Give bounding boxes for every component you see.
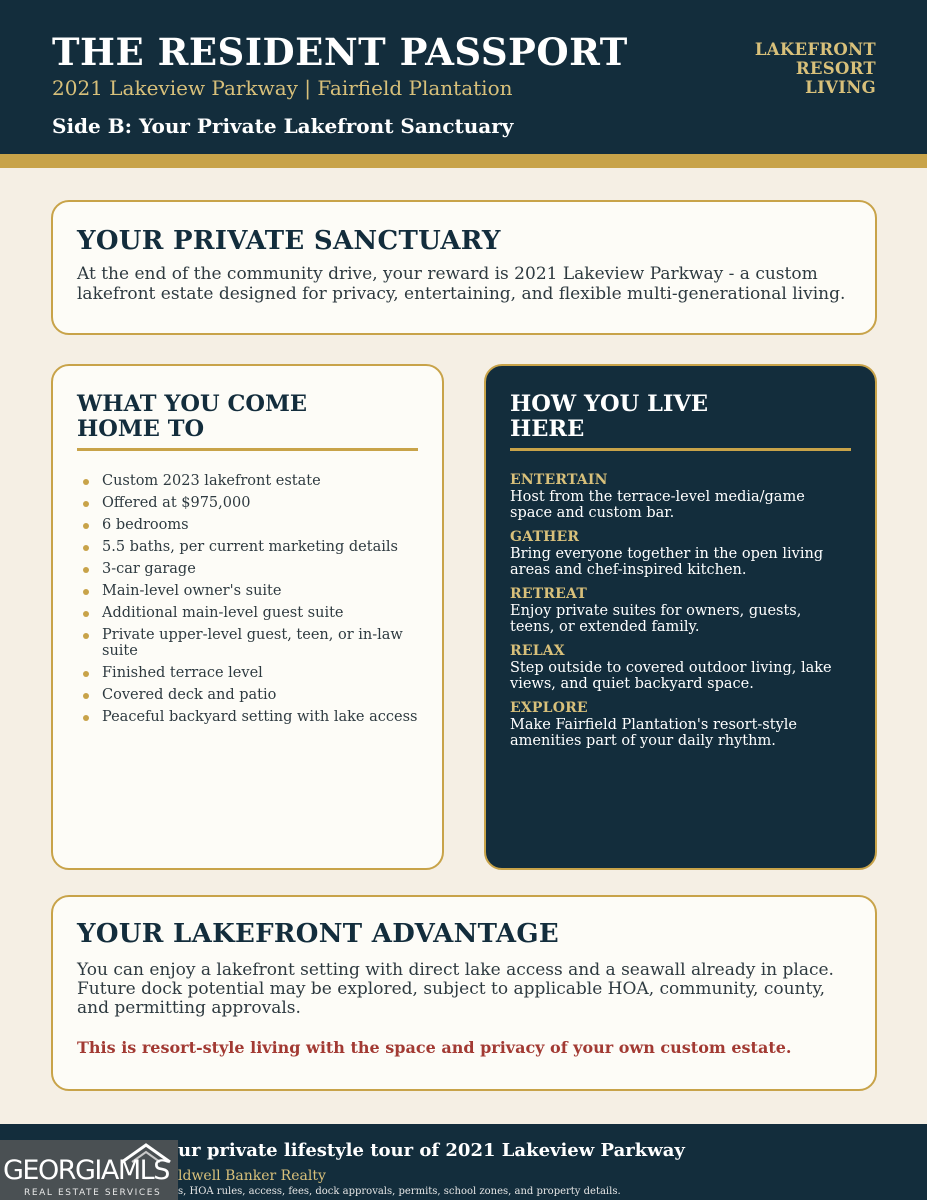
lifestyle-label: RETREAT	[510, 586, 587, 602]
watermark-brand: GEORGIAMLS	[3, 1155, 169, 1186]
come-home-heading: WHAT YOU COME HOME TO	[77, 391, 308, 442]
footer-disclaimer: s, HOA rules, access, fees, dock approvals, permits, school zones, and property details.	[178, 1186, 621, 1197]
advantage-callout: This is resort-style living with the space and privacy of your own custom estate.	[77, 1038, 792, 1057]
lifestyle-item	[510, 471, 851, 521]
property-address: 2021 Lakeview Parkway | Fairfield Plantation	[52, 76, 513, 100]
list-item: Private upper-level guest, teen, or in-law suite	[77, 627, 418, 659]
list-item: 5.5 baths, per current marketing details	[77, 539, 418, 555]
side-label: Side B: Your Private Lakefront Sanctuary	[52, 114, 514, 138]
footer-broker: ldwell Banker Realty	[178, 1168, 326, 1184]
header-divider	[0, 154, 927, 168]
watermark-subtitle: REAL ESTATE SERVICES	[24, 1188, 162, 1198]
lifestyle-label: RELAX	[510, 643, 565, 659]
list-item: Main-level owner's suite	[77, 583, 418, 599]
footer-cta: ur private lifestyle tour of 2021 Lakeview Parkway	[178, 1140, 685, 1161]
tagline	[716, 40, 876, 97]
live-here-card	[484, 364, 877, 870]
list-item: 6 bedrooms	[77, 517, 418, 533]
lifestyle-item	[510, 642, 851, 692]
list-item: Covered deck and patio	[77, 687, 418, 703]
list-item: Additional main-level guest suite	[77, 605, 418, 621]
tagline-line: LIVING	[805, 78, 876, 97]
live-here-heading: HOW YOU LIVE HERE	[510, 391, 709, 442]
lifestyle-desc: Make Fairfield Plantation's resort-style amenities part of your daily rhythm.	[510, 717, 797, 749]
list-item: Peaceful backyard setting with lake access	[77, 709, 418, 725]
lifestyle-desc: Enjoy private suites for owners, guests, teens, or extended family.	[510, 603, 802, 635]
section-rule	[77, 448, 418, 451]
section-rule	[510, 448, 851, 451]
feature-list	[77, 473, 418, 725]
advantage-body: You can enjoy a lakefront setting with direct lake access and a seawall already in place. Future dock potential may be explored, subject to applicable HOA, community, county, and permitting approvals.	[77, 960, 834, 1018]
lifestyle-list	[510, 471, 851, 749]
lifestyle-desc: Host from the terrace-level media/game space and custom bar.	[510, 489, 805, 521]
tagline-line: LAKEFRONT	[754, 40, 876, 59]
sanctuary-card	[51, 200, 877, 335]
georgia-mls-watermark	[0, 1140, 178, 1200]
lifestyle-item	[510, 699, 851, 749]
list-item: Offered at $975,000	[77, 495, 418, 511]
list-item: Finished terrace level	[77, 665, 418, 681]
lifestyle-desc: Step outside to covered outdoor living, lake views, and quiet backyard space.	[510, 660, 832, 692]
sanctuary-heading: YOUR PRIVATE SANCTUARY	[77, 226, 501, 256]
header-band	[0, 0, 927, 154]
lifestyle-desc: Bring everyone together in the open living areas and chef-inspired kitchen.	[510, 546, 824, 578]
advantage-heading: YOUR LAKEFRONT ADVANTAGE	[77, 919, 559, 949]
lifestyle-item	[510, 528, 851, 578]
lifestyle-label: GATHER	[510, 529, 580, 545]
tagline-line: RESORT	[795, 59, 876, 78]
list-item: 3-car garage	[77, 561, 418, 577]
lifestyle-item	[510, 585, 851, 635]
lifestyle-label: ENTERTAIN	[510, 472, 608, 488]
come-home-card	[51, 364, 444, 870]
list-item: Custom 2023 lakefront estate	[77, 473, 418, 489]
page-title: THE RESIDENT PASSPORT	[52, 30, 628, 74]
sanctuary-body: At the end of the community drive, your reward is 2021 Lakeview Parkway - a custom lakefront estate designed for privacy, entertaining, and flexible multi-generational living.	[77, 264, 846, 304]
advantage-card	[51, 895, 877, 1091]
lifestyle-label: EXPLORE	[510, 700, 588, 716]
